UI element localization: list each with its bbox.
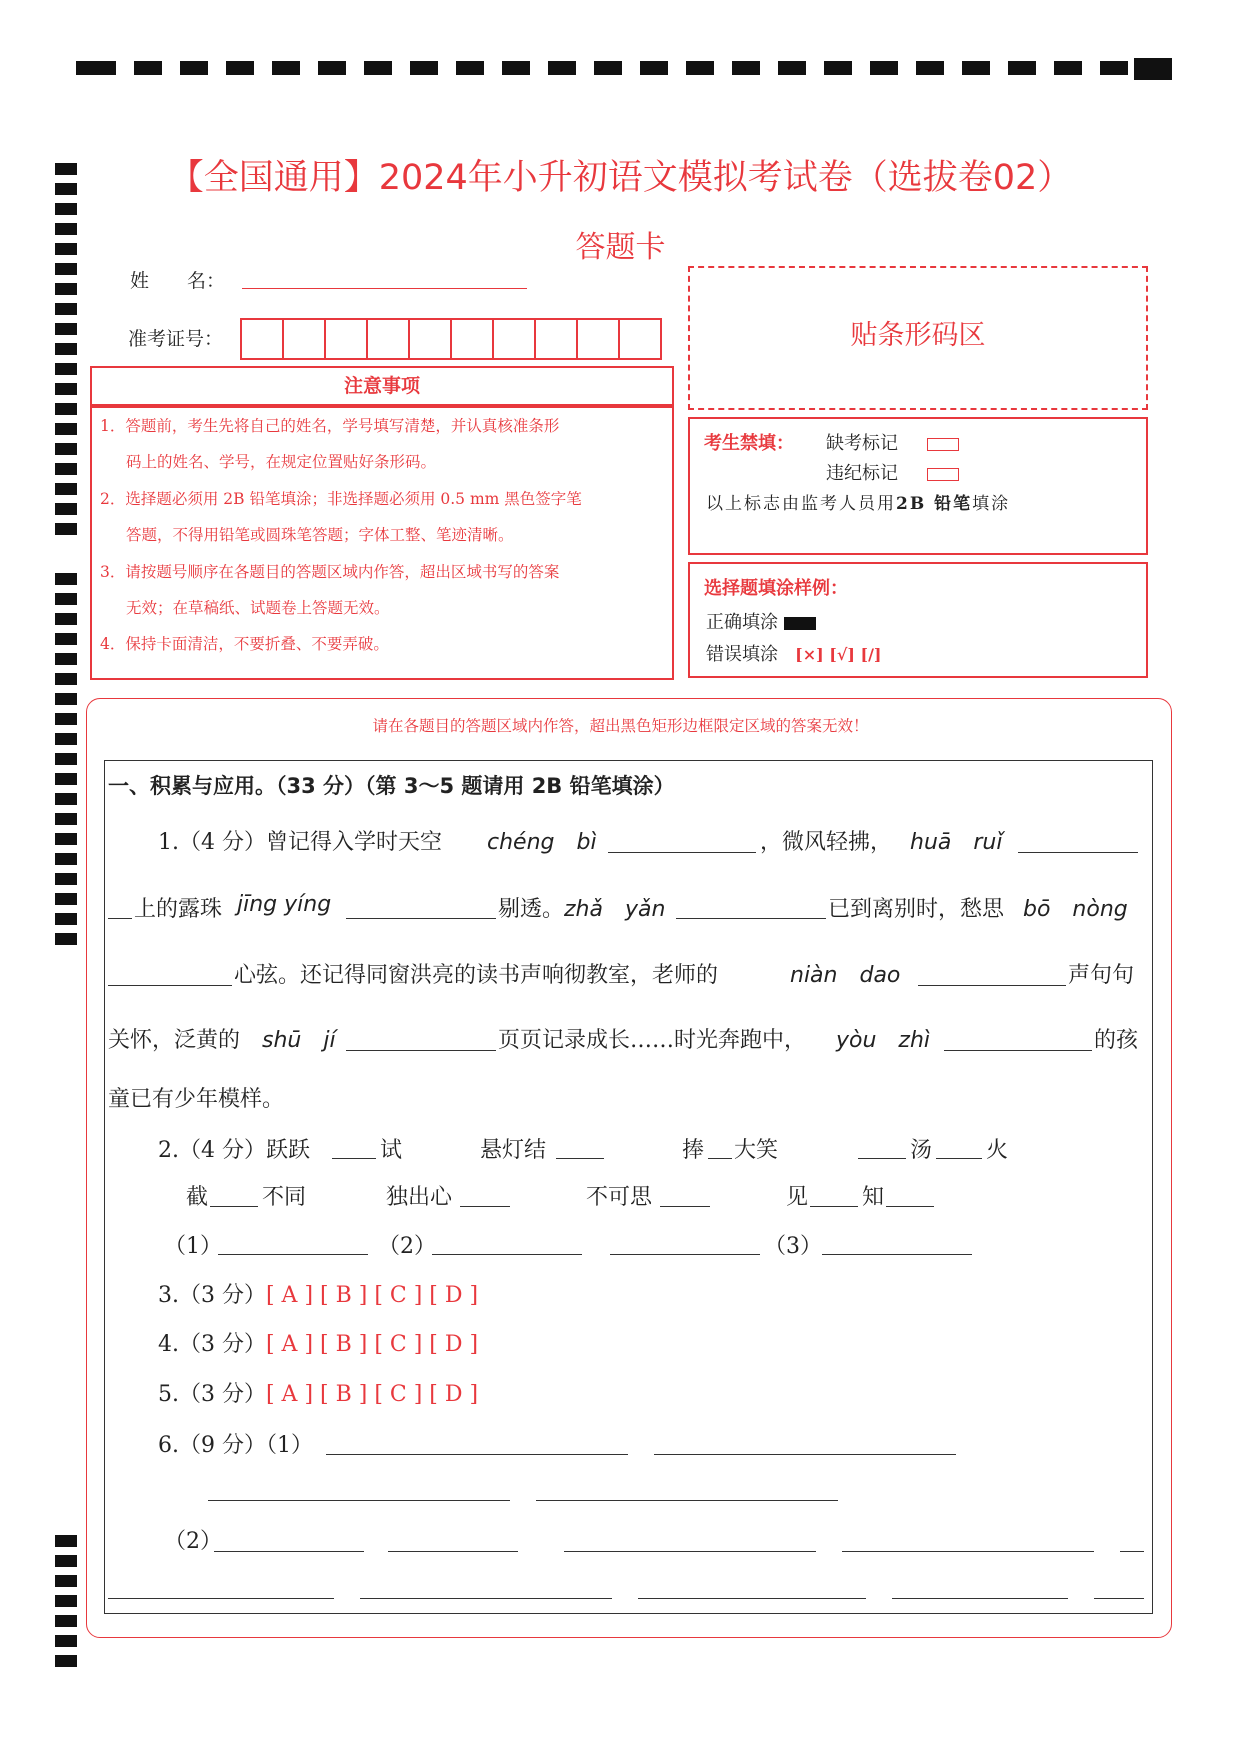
- answer-blank[interactable]: [432, 1254, 582, 1255]
- choice-question: 4.（3 分）[ A ] [ B ] [ C ] [ D ]: [158, 1332, 479, 1357]
- q1-text: 声句句: [1068, 963, 1135, 988]
- answer-blank[interactable]: [556, 1158, 604, 1159]
- choice-question: 5.（3 分）[ A ] [ B ] [ C ] [ D ]: [158, 1382, 479, 1407]
- fill-example-box: [688, 562, 1148, 678]
- choice-options[interactable]: [ A ] [ B ] [ C ] [ D ]: [265, 1382, 479, 1407]
- violation-mark-label: 违纪标记: [826, 459, 959, 485]
- pinyin: huā ruǐ: [910, 830, 1003, 855]
- notice-item: 答题，不得用铅笔或圆珠笔答题；字体工整、笔迹清晰。: [126, 526, 514, 544]
- q1-text: 童已有少年模样。: [108, 1087, 285, 1112]
- q1-text: 剔透。: [498, 897, 565, 922]
- q2-idiom: 大笑: [734, 1138, 779, 1163]
- name-field[interactable]: [242, 288, 527, 289]
- q1-text: 上的露珠: [134, 897, 223, 922]
- answer-blank[interactable]: [1094, 1598, 1144, 1599]
- pinyin: chéng bì: [487, 830, 597, 855]
- q2-idiom: 火: [986, 1138, 1009, 1163]
- pinyin: bō nòng: [1023, 897, 1128, 922]
- page-subtitle: 答题卡: [575, 230, 666, 265]
- q1-label: 1.（4 分）曾记得入学时天空: [158, 830, 442, 855]
- q2-sub-label: （3）: [764, 1234, 822, 1259]
- q2-idiom: 不同: [262, 1185, 307, 1210]
- answer-blank[interactable]: [108, 985, 232, 986]
- notice-item: 4．保持卡面清洁，不要折叠、不要弄破。: [100, 635, 389, 653]
- name-label: 姓 名：: [130, 270, 226, 292]
- answer-blank[interactable]: [886, 1206, 934, 1207]
- answer-blank[interactable]: [208, 1500, 510, 1501]
- q2-idiom: 独出心: [386, 1185, 453, 1210]
- pinyin: zhǎ yǎn: [564, 897, 666, 922]
- q1-text: 心弦。还记得同窗洪亮的读书声响彻教室，老师的: [234, 963, 719, 988]
- pinyin: niàn dao: [790, 963, 901, 988]
- answer-blank[interactable]: [108, 918, 132, 919]
- q2-idiom: 汤: [910, 1138, 933, 1163]
- answer-blank[interactable]: [660, 1206, 710, 1207]
- absent-mark-label: 缺考标记: [826, 429, 959, 455]
- section1-heading: 一、积累与应用。（33 分）（第 3～5 题请用 2B 铅笔填涂）: [108, 774, 675, 798]
- pinyin: jīng yíng: [237, 892, 332, 917]
- answer-blank[interactable]: [460, 1206, 510, 1207]
- notice-item: 无效；在草稿纸、试题卷上答题无效。: [126, 599, 390, 617]
- answer-blank[interactable]: [918, 985, 1066, 986]
- answer-blank[interactable]: [610, 1254, 760, 1255]
- answer-blank[interactable]: [346, 918, 496, 919]
- answer-blank[interactable]: [1018, 852, 1138, 853]
- notice-item: 3．请按题号顺序在各题目的答题区域内作答，超出区域书写的答案: [100, 563, 560, 581]
- answer-blank[interactable]: [346, 1050, 496, 1051]
- forbidden-label: 考生禁填：: [704, 433, 794, 454]
- answer-blank[interactable]: [944, 1050, 1092, 1051]
- answer-blank[interactable]: [822, 1254, 972, 1255]
- page-title: 【全国通用】2024年小升初语文模拟考试卷（选拔卷02）: [168, 158, 1073, 198]
- answer-blank[interactable]: [536, 1500, 838, 1501]
- answer-blank[interactable]: [608, 852, 756, 853]
- forbidden-note: 以上标志由监考人员用2B 铅笔填涂: [706, 494, 1011, 514]
- pinyin: yòu zhì: [836, 1028, 931, 1053]
- absent-mark-box[interactable]: [927, 438, 959, 451]
- answer-warning: 请在各题目的答题区域内作答，超出黑色矩形边框限定区域的答案无效！: [372, 717, 869, 735]
- answer-blank[interactable]: [210, 1206, 258, 1207]
- notice-heading: 注意事项: [90, 366, 674, 406]
- answer-blank[interactable]: [1120, 1551, 1144, 1552]
- choice-question: 3.（3 分）[ A ] [ B ] [ C ] [ D ]: [158, 1283, 479, 1308]
- notice-body: [90, 406, 674, 680]
- q2-idiom: 截: [186, 1185, 209, 1210]
- q1-text: 的孩: [1094, 1028, 1139, 1053]
- answer-blank[interactable]: [892, 1598, 1068, 1599]
- answer-blank[interactable]: [326, 1454, 628, 1455]
- q2-sub-label: （1）: [164, 1234, 222, 1259]
- choice-options[interactable]: [ A ] [ B ] [ C ] [ D ]: [265, 1283, 479, 1308]
- q1-text: 页页记录成长……时光奔跑中，: [498, 1028, 807, 1053]
- violation-mark-box[interactable]: [927, 468, 959, 481]
- q2-sub-label: （2）: [378, 1234, 436, 1259]
- notice-item: 1．答题前，考生先将自己的姓名，学号填写清楚，并认真核准条形: [100, 417, 560, 435]
- answer-blank[interactable]: [332, 1158, 376, 1159]
- pinyin: shū jí: [262, 1028, 336, 1053]
- answer-blank[interactable]: [676, 918, 826, 919]
- answer-blank[interactable]: [842, 1551, 1094, 1552]
- answer-blank[interactable]: [360, 1598, 612, 1599]
- q2-idiom: 不可思: [586, 1185, 653, 1210]
- wrong-fill-label: 错误填涂 [×] [√] [/]: [706, 644, 882, 665]
- answer-blank[interactable]: [654, 1454, 956, 1455]
- q2-idiom: 捧: [682, 1138, 705, 1163]
- answer-blank[interactable]: [858, 1158, 906, 1159]
- q6-sub-label: （2）: [164, 1529, 222, 1554]
- answer-blank[interactable]: [388, 1551, 518, 1552]
- notice-item: 码上的姓名、学号，在规定位置贴好条形码。: [126, 453, 437, 471]
- q2-idiom: 试: [380, 1138, 403, 1163]
- answer-blank[interactable]: [638, 1598, 866, 1599]
- answer-blank[interactable]: [108, 1598, 334, 1599]
- answer-blank[interactable]: [936, 1158, 982, 1159]
- q1-text: ，微风轻拂，: [760, 830, 893, 855]
- correct-fill-label: 正确填涂: [706, 608, 816, 634]
- q6-label: 6.（9 分）（1）: [158, 1433, 313, 1458]
- answer-blank[interactable]: [564, 1551, 816, 1552]
- answer-blank[interactable]: [214, 1551, 364, 1552]
- exam-id-label: 准考证号：: [128, 328, 224, 350]
- q2-idiom: 知: [862, 1185, 885, 1210]
- exam-id-cells[interactable]: [240, 318, 662, 360]
- q2-label: 2.（4 分）跃跃: [158, 1138, 310, 1163]
- fill-example-label: 选择题填涂样例：: [704, 578, 848, 599]
- q2-idiom: 悬灯结: [480, 1138, 547, 1163]
- choice-options[interactable]: [ A ] [ B ] [ C ] [ D ]: [265, 1332, 479, 1357]
- correct-fill-sample: [784, 617, 816, 630]
- answer-blank[interactable]: [708, 1158, 732, 1159]
- answer-blank[interactable]: [810, 1206, 858, 1207]
- barcode-area: 贴条形码区: [688, 266, 1148, 410]
- forbidden-box: [688, 417, 1148, 555]
- answer-blank[interactable]: [218, 1254, 368, 1255]
- q2-idiom: 见: [786, 1185, 809, 1210]
- timing-marks-top: [76, 58, 1172, 80]
- notice-item: 2．选择题必须用 2B 铅笔填涂；非选择题必须用 0.5 mm 黑色签字笔: [100, 490, 582, 508]
- q1-text: 已到离别时，愁思: [828, 897, 1005, 922]
- q1-text: 关怀，泛黄的: [108, 1028, 241, 1053]
